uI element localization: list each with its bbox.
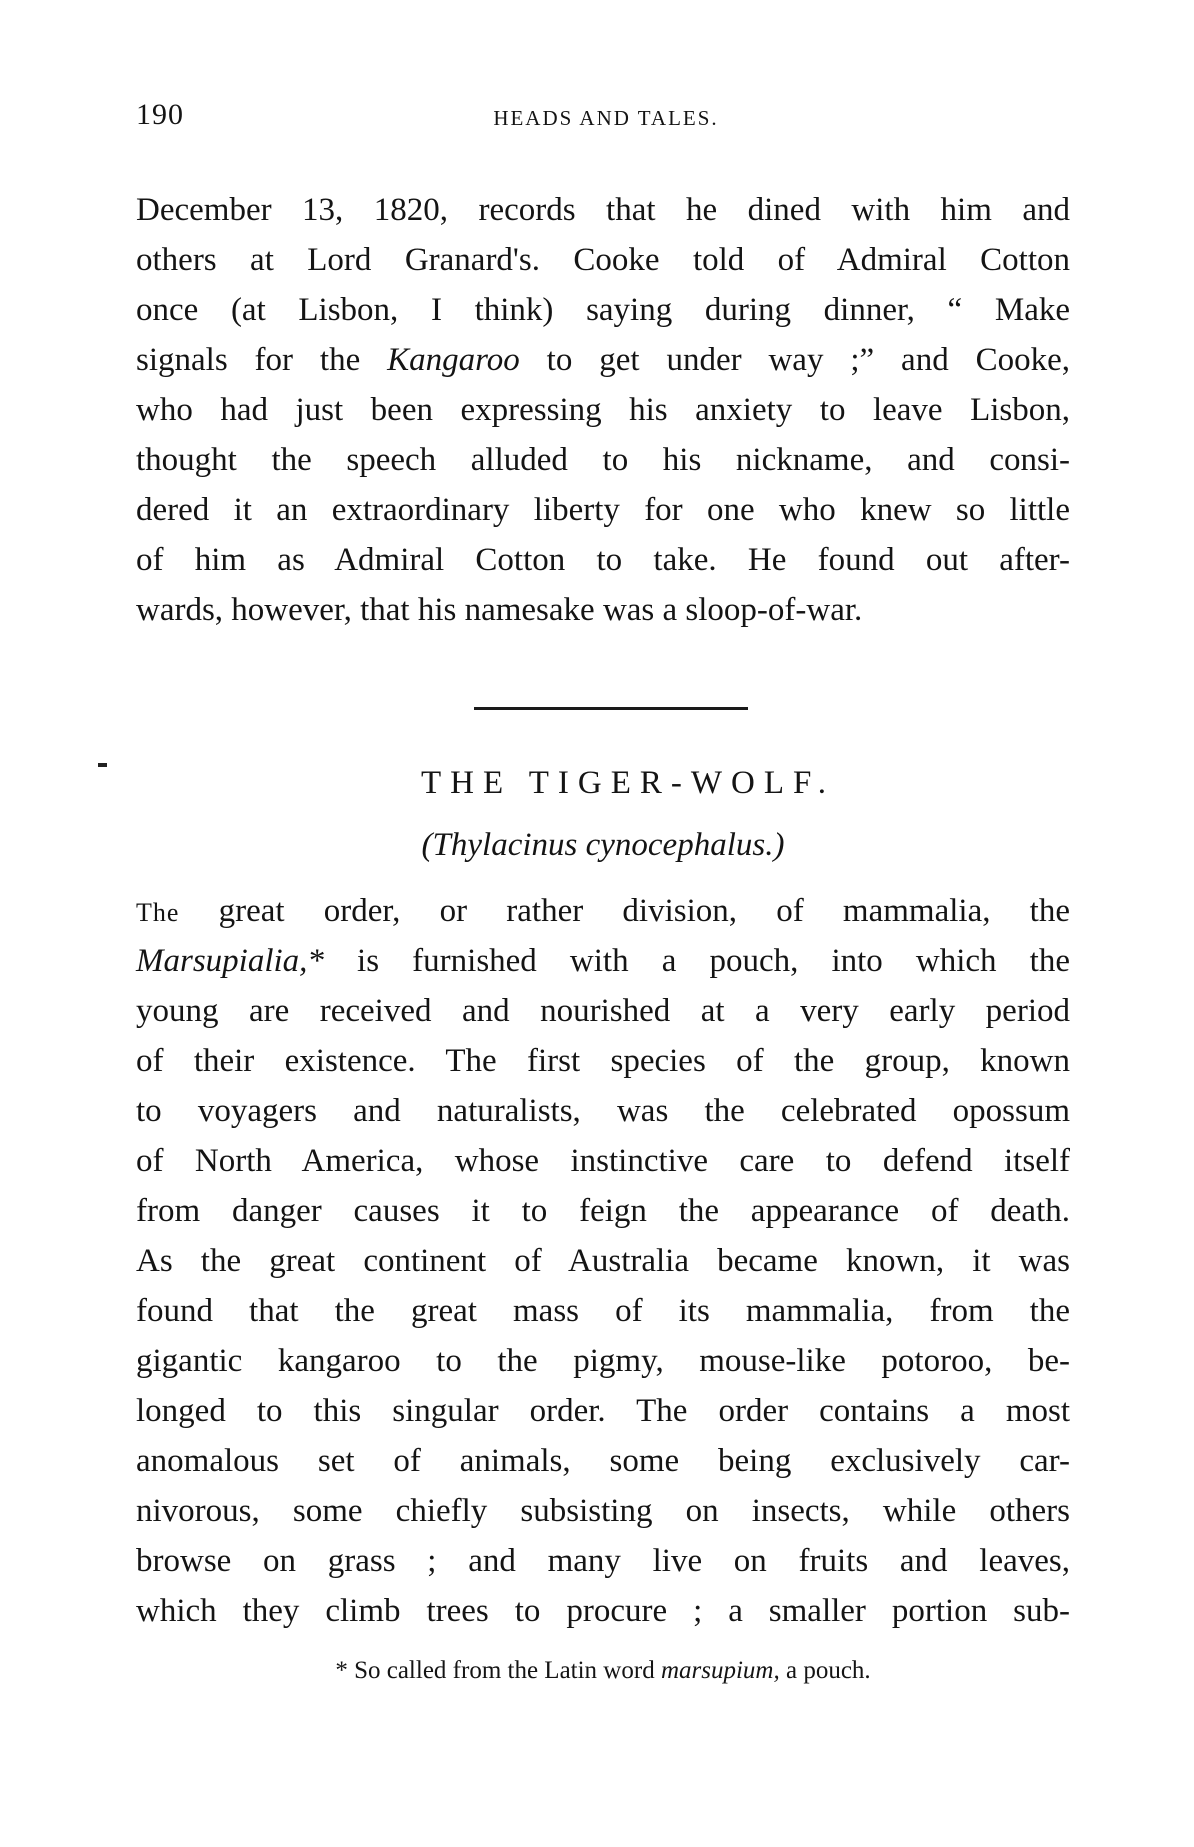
text-line: gigantic kangaroo to the pigmy, mouse-like potoroo, be- xyxy=(136,1343,1070,1379)
section-subtitle: (Thylacinus cynocephalus.) xyxy=(421,827,785,863)
text-fragment: to get under way ;” and Cooke, xyxy=(519,342,1070,378)
text-line: others at Lord Granard's. Cooke told of Admiral Cotton xyxy=(136,242,1070,278)
text-line: nivorous, some chiefly subsisting on insects, while others xyxy=(136,1493,1070,1529)
section-title: THE TIGER-WOLF. xyxy=(420,765,836,801)
text-fragment: great order, or rather division, of mammalia, the xyxy=(179,893,1070,929)
text-line: found that the great mass of its mammalia, from the xyxy=(136,1293,1070,1329)
text-line xyxy=(136,335,1070,385)
text-line: As the great continent of Australia became known, it was xyxy=(136,1243,1070,1279)
text-line: of North America, whose instinctive care to defend itself xyxy=(136,1143,1070,1179)
footnote xyxy=(136,1657,1070,1685)
text-line: thought the speech alluded to his nickname, and consi- xyxy=(136,442,1070,478)
running-title: HEADS AND TALES. xyxy=(493,106,719,130)
text-line: young are received and nourished at a very early period xyxy=(136,993,1070,1029)
page-header xyxy=(136,98,1076,142)
taxon-name: Marsupialia,* xyxy=(136,943,324,979)
text-line: to voyagers and naturalists, was the celebrated opossum xyxy=(136,1093,1070,1129)
text-line xyxy=(136,936,1070,986)
text-line xyxy=(136,886,1070,936)
text-line: who had just been expressing his anxiety to leave Lisbon, xyxy=(136,392,1070,428)
text-fragment: signals for the xyxy=(136,342,388,378)
footnote-latin-word: marsupium, xyxy=(660,1657,780,1684)
text-line: wards, however, that his namesake was a sloop-of-war. xyxy=(136,592,863,628)
paragraph-tiger-wolf xyxy=(136,886,1070,1636)
text-fragment: is furnished with a pouch, into which the xyxy=(323,943,1070,979)
text-line: of him as Admiral Cotton to take. He found out after- xyxy=(136,542,1070,578)
section-divider xyxy=(474,707,748,710)
text-line: browse on grass ; and many live on fruits and leaves, xyxy=(136,1543,1070,1579)
margin-mark xyxy=(98,763,107,767)
text-line: once (at Lisbon, I think) saying during dinner, “ Make xyxy=(136,292,1070,328)
footnote-text: a pouch. xyxy=(779,1657,871,1684)
text-line: from danger causes it to feign the appearance of death. xyxy=(136,1193,1070,1229)
lead-word: The xyxy=(136,898,180,927)
text-line: anomalous set of animals, some being exclusively car- xyxy=(136,1443,1070,1479)
ship-name: Kangaroo xyxy=(387,342,520,378)
text-line: which they climb trees to procure ; a smaller portion sub- xyxy=(136,1593,1070,1629)
text-line: of their existence. The first species of the group, known xyxy=(136,1043,1070,1079)
page-number: 190 xyxy=(136,98,184,131)
footnote-text: * So called from the Latin word xyxy=(335,1657,661,1684)
text-line: longed to this singular order. The order contains a most xyxy=(136,1393,1070,1429)
paragraph-continued xyxy=(136,185,1070,635)
text-line: December 13, 1820, records that he dined with him and xyxy=(136,192,1070,228)
text-line: dered it an extraordinary liberty for one who knew so little xyxy=(136,492,1070,528)
